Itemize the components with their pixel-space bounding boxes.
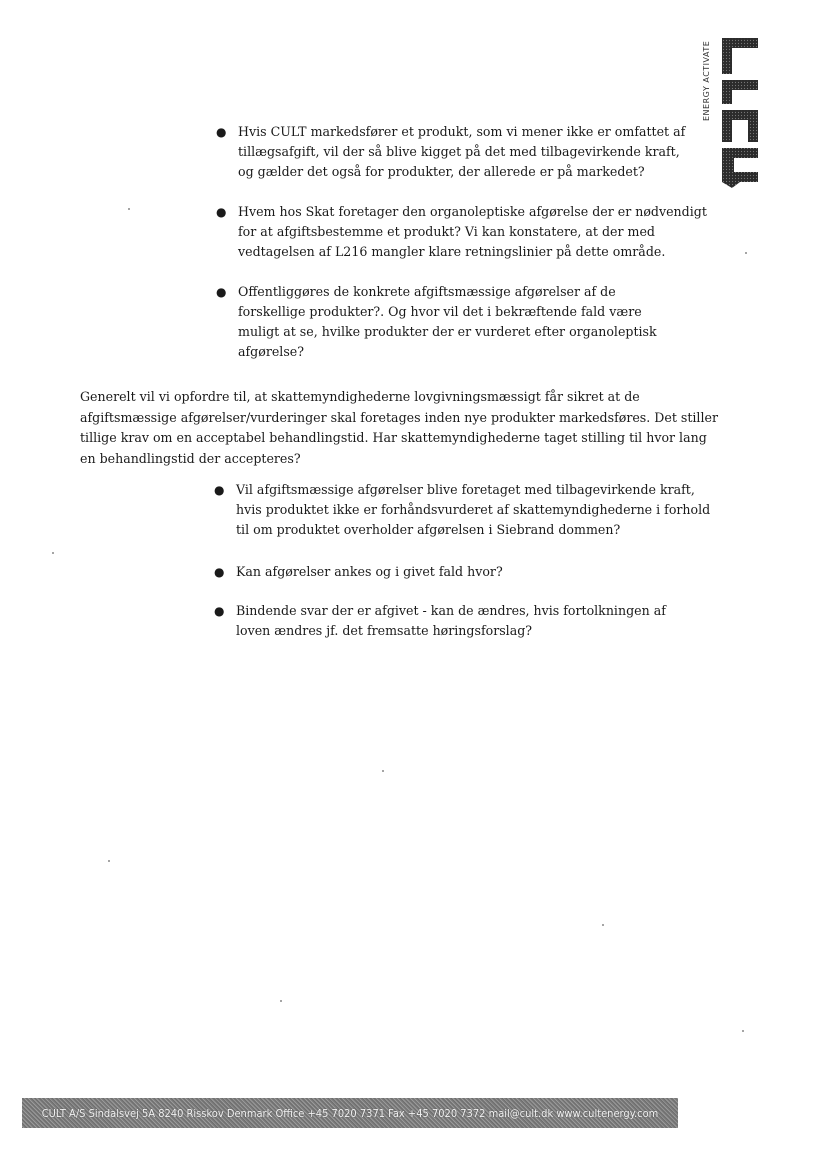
bullet-icon: ●	[216, 205, 227, 219]
scan-speck	[280, 1000, 282, 1002]
body-paragraph: Generelt vil vi opfordre til, at skattemyndighederne lovgivningsmæssigt får sikret at de afgiftsmæssige afgørelser/vurderinger skal foretages inden nye produkter markedsføres. Det stiller tillige krav om en acceptabel behandlingstid. Har skattemyndighederne taget stilling til hvor lang en behandlingstid der accepteres?	[80, 389, 718, 466]
scan-speck	[742, 1030, 744, 1032]
bullet-list-top-2	[216, 202, 713, 262]
footer-contact-band	[22, 1098, 678, 1128]
scan-speck	[602, 924, 604, 926]
list-item: ● Vil afgiftsmæssige afgørelser blive foretaget med tilbagevirkende kraft, hvis produktet ikke er forhåndsvurderet af skattemyndighederne i forhold til om produktet overholder afgørelsen i Siebrand dommen?	[214, 482, 711, 537]
scan-speck	[382, 770, 384, 772]
scan-speck	[745, 252, 747, 254]
list-item: ● Hvis CULT markedsfører et produkt, som vi mener ikke er omfattet af tillægsafgift, vil der så blive kigget på det med tilbagevirkende kraft, og gælder det også for produkter, der allerede er på markedet?	[216, 124, 686, 179]
bullet-icon: ●	[214, 483, 225, 497]
bullet-list-bottom-2	[214, 562, 676, 582]
scan-speck	[128, 208, 130, 210]
list-item: ● Hvem hos Skat foretager den organoleptiske afgørelse der er nødvendigt for at afgiftsbestemme et produkt? Vi kan konstatere, at der med vedtagelsen af L216 mangler klare retningslinier på dette område.	[216, 204, 707, 259]
bullet-list-bottom-3	[214, 601, 696, 641]
footer-contact-text: CULT A/S Sindalsvej 5A 8240 Risskov Denmark Office +45 7020 7371 Fax +45 7020 7372 mail@cult.dk www.cultenergy.com	[41, 1106, 659, 1120]
bullet-icon: ●	[214, 604, 225, 618]
list-item: ● Kan afgørelser ankes og i givet fald hvor?	[236, 562, 676, 582]
list-item: ● Bindende svar der er afgivet - kan de ændres, hvis fortolkningen af loven ændres jf. det fremsatte høringsforslag?	[214, 603, 666, 638]
bullet-list-top-3	[216, 282, 678, 362]
bullet-icon: ●	[216, 125, 227, 139]
logo-tagline: ENERGY ACTIVATE	[702, 40, 711, 122]
bullet-icon: ●	[216, 285, 227, 299]
bullet-list-top-1	[216, 122, 688, 182]
cult-logo-icon	[704, 36, 760, 190]
list-item: ● Offentliggøres de konkrete afgiftsmæssige afgørelser af de forskellige produkter?. Og hvor vil det i bekræftende fald være muligt at se, hvilke produkter der er vurderet efter organoleptisk afgørelse?	[216, 284, 657, 359]
scan-speck	[52, 552, 54, 554]
bullet-icon: ●	[214, 565, 225, 579]
scan-speck	[108, 860, 110, 862]
bullet-list-bottom-1	[214, 480, 716, 540]
